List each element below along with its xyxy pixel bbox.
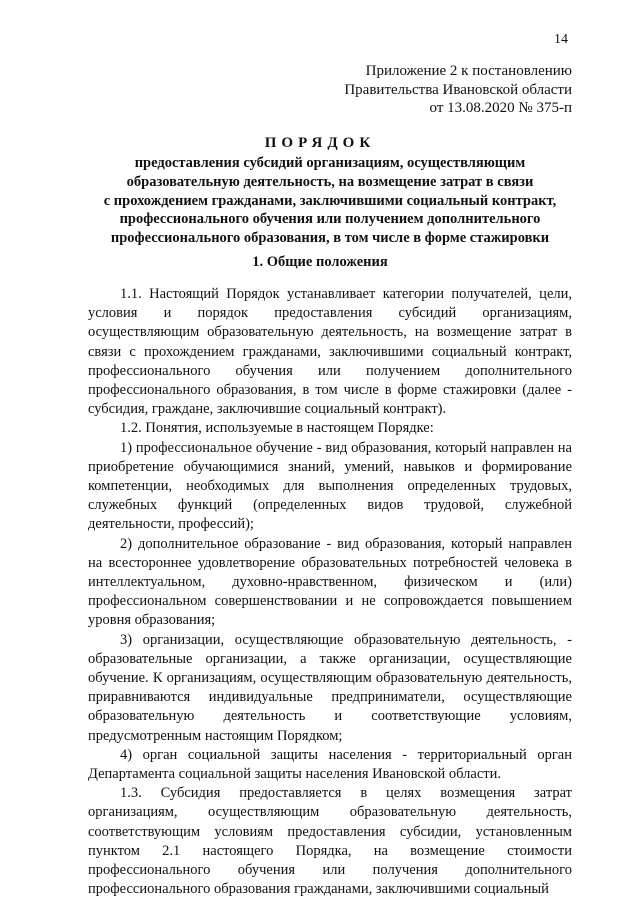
subtitle-line: образовательную деятельность, на возмещение затрат в связи bbox=[126, 173, 534, 190]
appendix-line: Правительства Ивановской области bbox=[344, 81, 572, 98]
appendix-line: от 13.08.2020 № 375-п bbox=[429, 100, 572, 116]
paragraph: 1.1. Настоящий Порядок устанавливает категории получателей, цели, условия и порядок предоставления субсидий организациям, осуществляющим образовательную деятельность, на возмещение затрат в связи с прохождением гражданами, заключившими социальный контракт, профессионального обучения или получением дополнительного профессионального образования, в том числе в форме стажировки (далее - субсидия, граждане, заключившие социальный контракт). bbox=[88, 286, 572, 418]
paragraph: 3) организации, осуществляющие образовательную деятельность, - образовательные организации, а также организации, осуществляющие обучение. К организациям, осуществляющим образовательную деятельность, приравниваются индивидуальные предприниматели, осуществляющие образовательную деятельность и соответствующие условиям, предусмотренным настоящим Порядком; bbox=[88, 631, 572, 744]
paragraph: 1.3. Субсидия предоставляется в целях возмещения затрат организациям, осуществляющим образовательную деятельность, соответствующим условиям предоставления субсидии, установленным пунктом 2.1 настоящего Порядка, на возмещение стоимости профессионального обучения или получения дополнительного профессионального образования гражданами, заключившими социальный bbox=[88, 785, 572, 898]
subtitle-line: профессионального образования, в том числе в форме стажировки bbox=[110, 230, 550, 247]
subtitle-line: предоставления субсидий организациям, осуществляющим bbox=[134, 155, 526, 171]
paragraph: 1.2. Понятия, используемые в настоящем Порядке: bbox=[120, 420, 434, 437]
appendix-note bbox=[344, 62, 572, 118]
body-text bbox=[88, 285, 572, 900]
subtitle-line: профессионального обучения или получением дополнительного bbox=[119, 211, 541, 228]
page-number: 14 bbox=[554, 32, 568, 47]
paragraph: 4) орган социальной защиты населения - территориальный орган Департамента социальной защиты населения Ивановской области. bbox=[88, 746, 572, 783]
document-title: ПОРЯДОК bbox=[264, 135, 376, 151]
section-heading: 1. Общие положения bbox=[252, 254, 388, 270]
paragraph: 1) профессиональное обучение - вид образования, который направлен на приобретение обучающимися знаний, умений, навыков и формирование компетенции, необходимых для выполнения определенных трудовых, служебных функций (определенных видов трудовой, служебной деятельности, профессий); bbox=[88, 439, 572, 533]
appendix-line: Приложение 2 к постановлению bbox=[365, 63, 572, 79]
paragraph: 2) дополнительное образование - вид образования, который направлен на всестороннее удовлетворение образовательных потребностей человека в интеллектуальном, духовно-нравственном, физическом и (или) профессиональном совершенствовании и не сопровождается повышением уровня образования; bbox=[88, 535, 572, 629]
document-subtitle bbox=[90, 154, 570, 248]
subtitle-line: с прохождением гражданами, заключившими социальный контракт, bbox=[103, 192, 557, 209]
